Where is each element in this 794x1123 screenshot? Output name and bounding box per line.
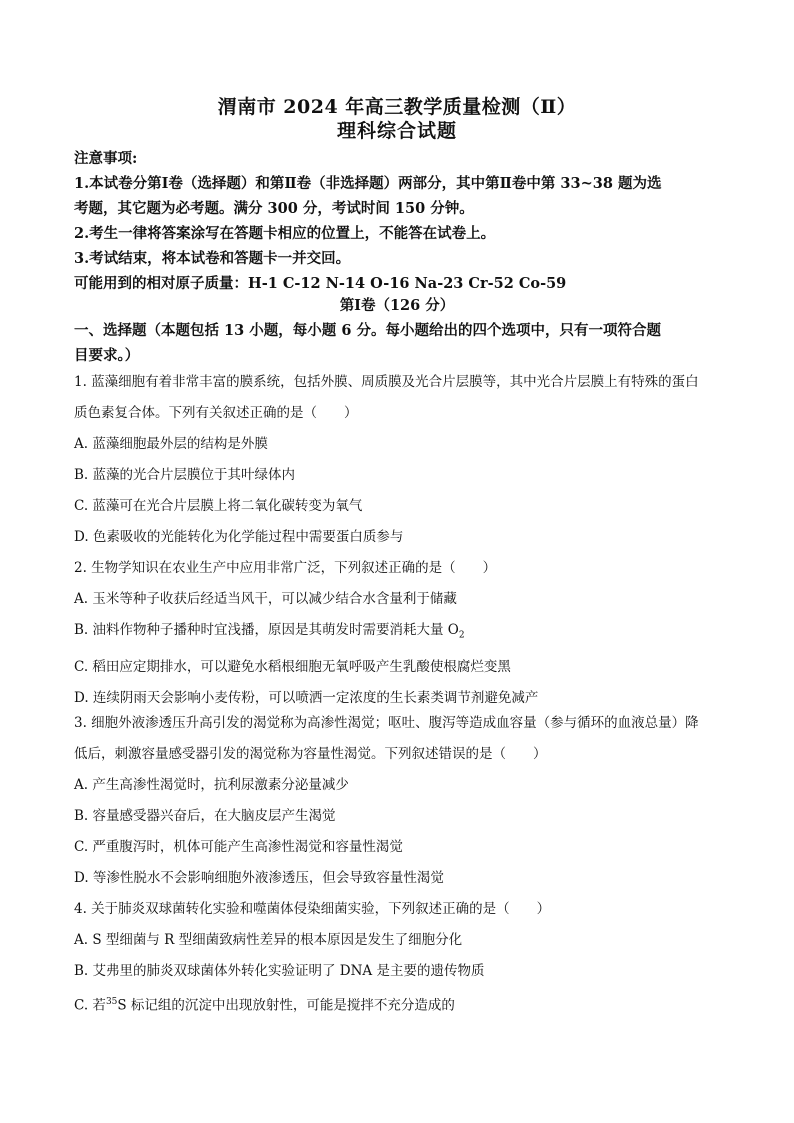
volume-title: 第Ⅰ卷（126 分） (339, 297, 455, 314)
question-4-option-b: B. 艾弗里的肺炎双球菌体外转化实验证明了 DNA 是主要的遗传物质 (74, 963, 485, 979)
question-1-option-c: C. 蓝藻可在光合片层膜上将二氧化碳转变为氧气 (74, 498, 363, 514)
notice-heading: 注意事项: (74, 150, 138, 167)
question-1 (74, 367, 724, 553)
question-4-option-a: A. S 型细菌与 R 型细菌致病性差异的根本原因是发生了细胞分化 (74, 932, 463, 948)
question-3 (74, 708, 724, 894)
question-3-option-d: D. 等渗性脱水不会影响细胞外液渗透压，但会导致容量性渴觉 (74, 870, 444, 886)
notice-item-3: 3.考试结束，将本试卷和答题卡一并交回。 (74, 250, 351, 267)
question-1-stem-line-1: 1. 蓝藻细胞有着非常丰富的膜系统，包括外膜、周质膜及光合片层膜等，其中光合片层膜上有特殊的蛋白 (74, 374, 699, 390)
notice-item-1-line-1: 1.本试卷分第Ⅰ卷（选择题）和第Ⅱ卷（非选择题）两部分，其中第Ⅱ卷中第 33~38 题为选 (74, 175, 662, 192)
notice-item-2: 2.考生一律将答案涂写在答题卡相应的位置上，不能答在试卷上。 (74, 225, 496, 242)
question-4-option-c-superscript: 35 (105, 997, 118, 1007)
question-4-option-c-rest: S 标记组的沉淀中出现放射性，可能是搅拌不充分造成的 (117, 997, 455, 1014)
notice-block (74, 146, 734, 296)
section-title-line-2: 目要求。） (74, 347, 140, 364)
question-4-stem: 4. 关于肺炎双球菌转化实验和噬菌体侵染细菌实验，下列叙述正确的是（ ） (74, 901, 551, 917)
question-1-option-b: B. 蓝藻的光合片层膜位于其叶绿体内 (74, 467, 296, 483)
question-2-option-c: C. 稻田应定期排水，可以避免水稻根细胞无氧呼吸产生乳酸使根腐烂变黑 (74, 658, 511, 675)
question-2-stem: 2. 生物学知识在农业生产中应用非常广泛，下列叙述正确的是（ ） (74, 560, 497, 576)
section-title-line-1: 一、选择题（本题包括 13 小题，每小题 6 分。每小题给出的四个选项中，只有一项符合题 (74, 322, 661, 339)
question-3-option-c: C. 严重腹泻时，机体可能产生高渗性渴觉和容量性渴觉 (74, 839, 403, 855)
question-2-option-d: D. 连续阴雨天会影响小麦传粉，可以喷洒一定浓度的生长素类调节剂避免减产 (74, 689, 539, 706)
question-1-option-a: A. 蓝藻细胞最外层的结构是外膜 (74, 436, 268, 452)
question-1-option-d: D. 色素吸收的光能转化为化学能过程中需要蛋白质参与 (74, 529, 404, 545)
notice-item-1-line-2: 考题，其它题为必考题。满分 300 分，考试时间 150 分钟。 (74, 200, 474, 217)
question-4-option-c (74, 987, 724, 1022)
question-2-option-a: A. 玉米等种子收获后经适当风干，可以减少结合水含量利于储藏 (74, 591, 457, 607)
exam-title: 渭南市 2024 年高三教学质量检测（Ⅱ） (217, 96, 577, 118)
question-2-option-b-subscript: 2 (458, 630, 465, 641)
question-3-option-a: A. 产生高渗性渴觉时，抗利尿激素分泌量减少 (74, 777, 349, 793)
question-2-option-b (74, 615, 724, 652)
question-1-stem-line-2: 质色素复合体。下列有关叙述正确的是（ ） (74, 405, 358, 421)
question-4-option-c-prefix: C. 若 (74, 997, 106, 1014)
question-2-option-b-text: B. 油料作物种子播种时宜浅播，原因是其萌发时需要消耗大量 O (74, 622, 459, 638)
question-3-stem-line-1: 3. 细胞外液渗透压升高引发的渴觉称为高渗性渴觉；呕吐、腹泻等造成血容量（参与循环的血液总量）降 (74, 715, 699, 731)
question-3-option-b: B. 容量感受器兴奋后，在大脑皮层产生渴觉 (74, 808, 336, 824)
exam-subtitle: 理科综合试题 (336, 120, 457, 142)
question-3-stem-line-2: 低后，刺激容量感受器引发的渴觉称为容量性渴觉。下列叙述错误的是（ ） (74, 746, 547, 762)
question-2 (74, 553, 724, 714)
atomic-mass-line: 可能用到的相对原子质量：H-1 C-12 N-14 O-16 Na-23 Cr-52 Co-59 (74, 275, 567, 292)
section-title (74, 318, 724, 368)
question-4 (74, 894, 724, 1022)
